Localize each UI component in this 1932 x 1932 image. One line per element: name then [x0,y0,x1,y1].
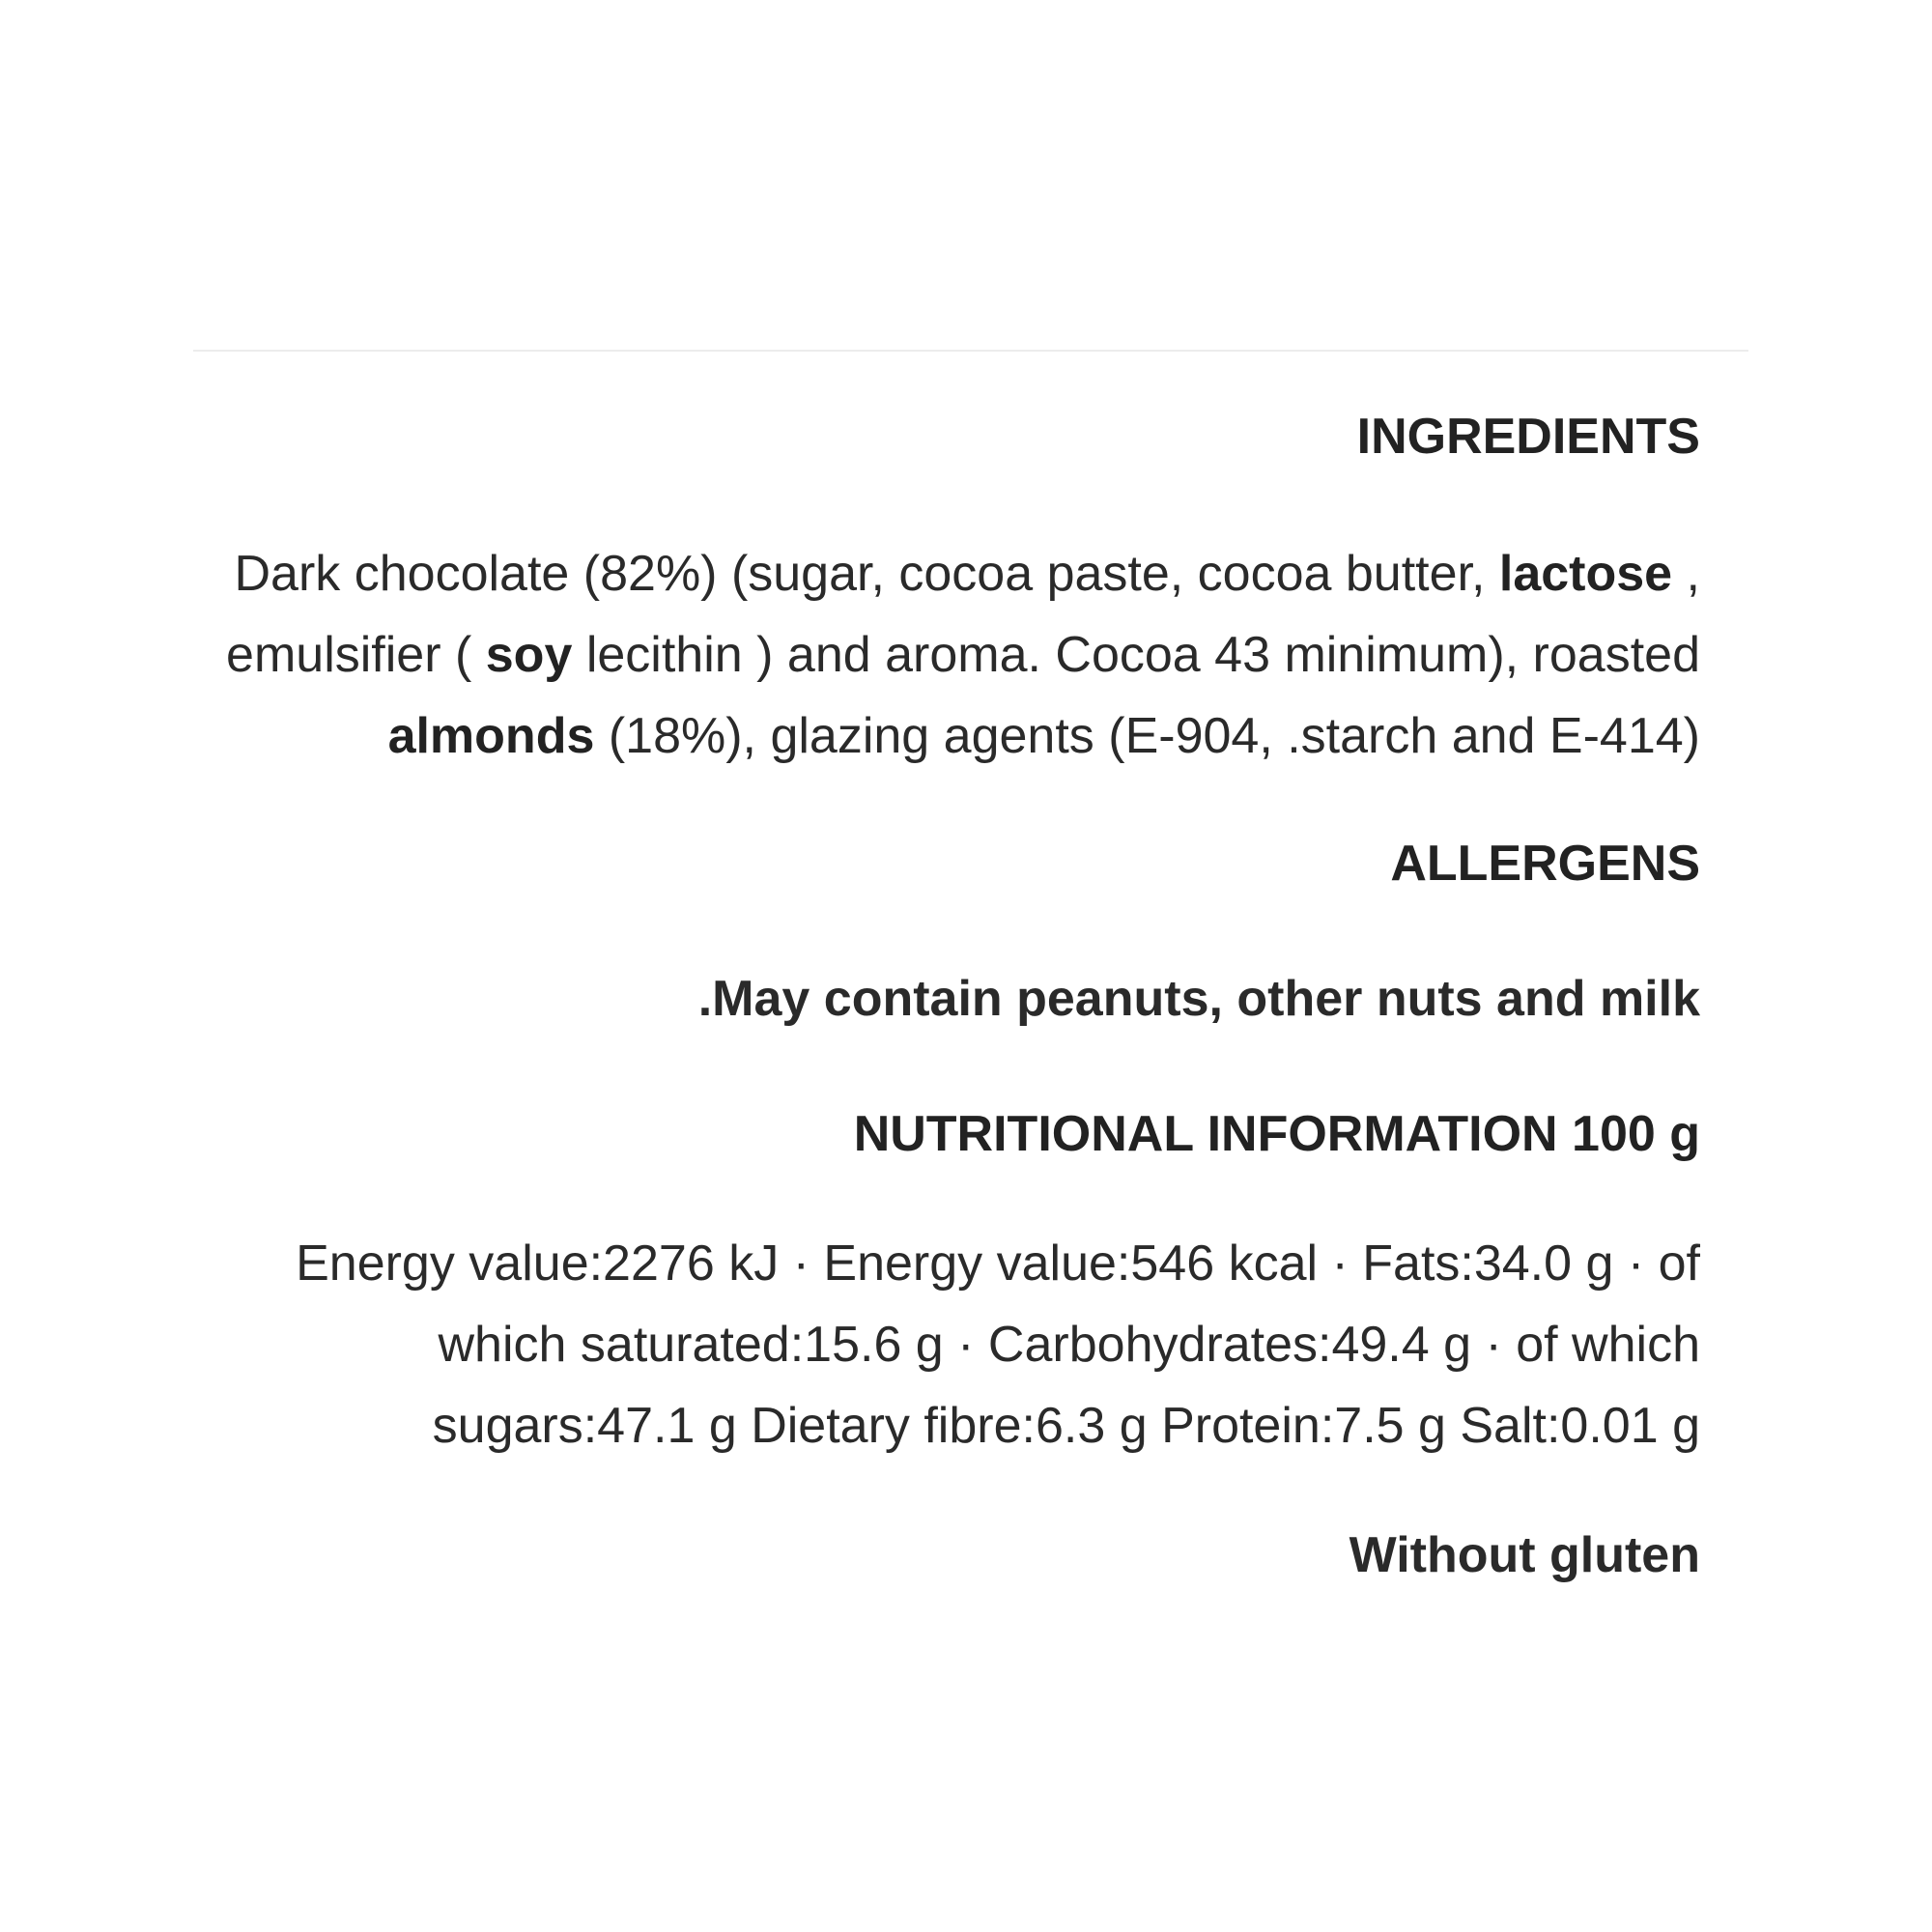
allergen-highlight-almonds: almonds [387,708,595,764]
section-divider [193,350,1748,352]
product-info-panel [203,406,1700,1586]
allergen-highlight-lactose: lactose [1498,546,1673,602]
ingredients-heading: INGREDIENTS [1356,409,1700,465]
gluten-free-note: Without gluten [1349,1527,1700,1583]
allergens-text: .May contain peanuts, other nuts and milk [697,971,1700,1027]
ingredients-text-part: lecithin ) and aroma. Cocoa 43 minimum), roasted [572,627,1700,683]
nutrition-text: Energy value:2276 kJ · Energy value:546 kcal · Fats:34.0 g · of which saturated:15.6 g · Carbohydrates:49.4 g · of which sugars:47.1 g Dietary fibre:6.3 g Protein:7.5 g Salt:0.01 g [296,1236,1700,1454]
nutrition-heading: NUTRITIONAL INFORMATION 100 g [853,1106,1700,1162]
ingredients-text-part: Dark chocolate (82%) (sugar, cocoa paste, cocoa butter, [234,546,1499,602]
ingredients-text [203,533,1700,777]
allergens-heading: ALLERGENS [1390,836,1700,892]
allergen-highlight-soy: soy [485,627,573,683]
ingredients-text-part: , emulsifier ( [226,546,1700,683]
ingredients-text-part: (18%), glazing agents (E-904, .starch and E-414) [594,708,1700,764]
